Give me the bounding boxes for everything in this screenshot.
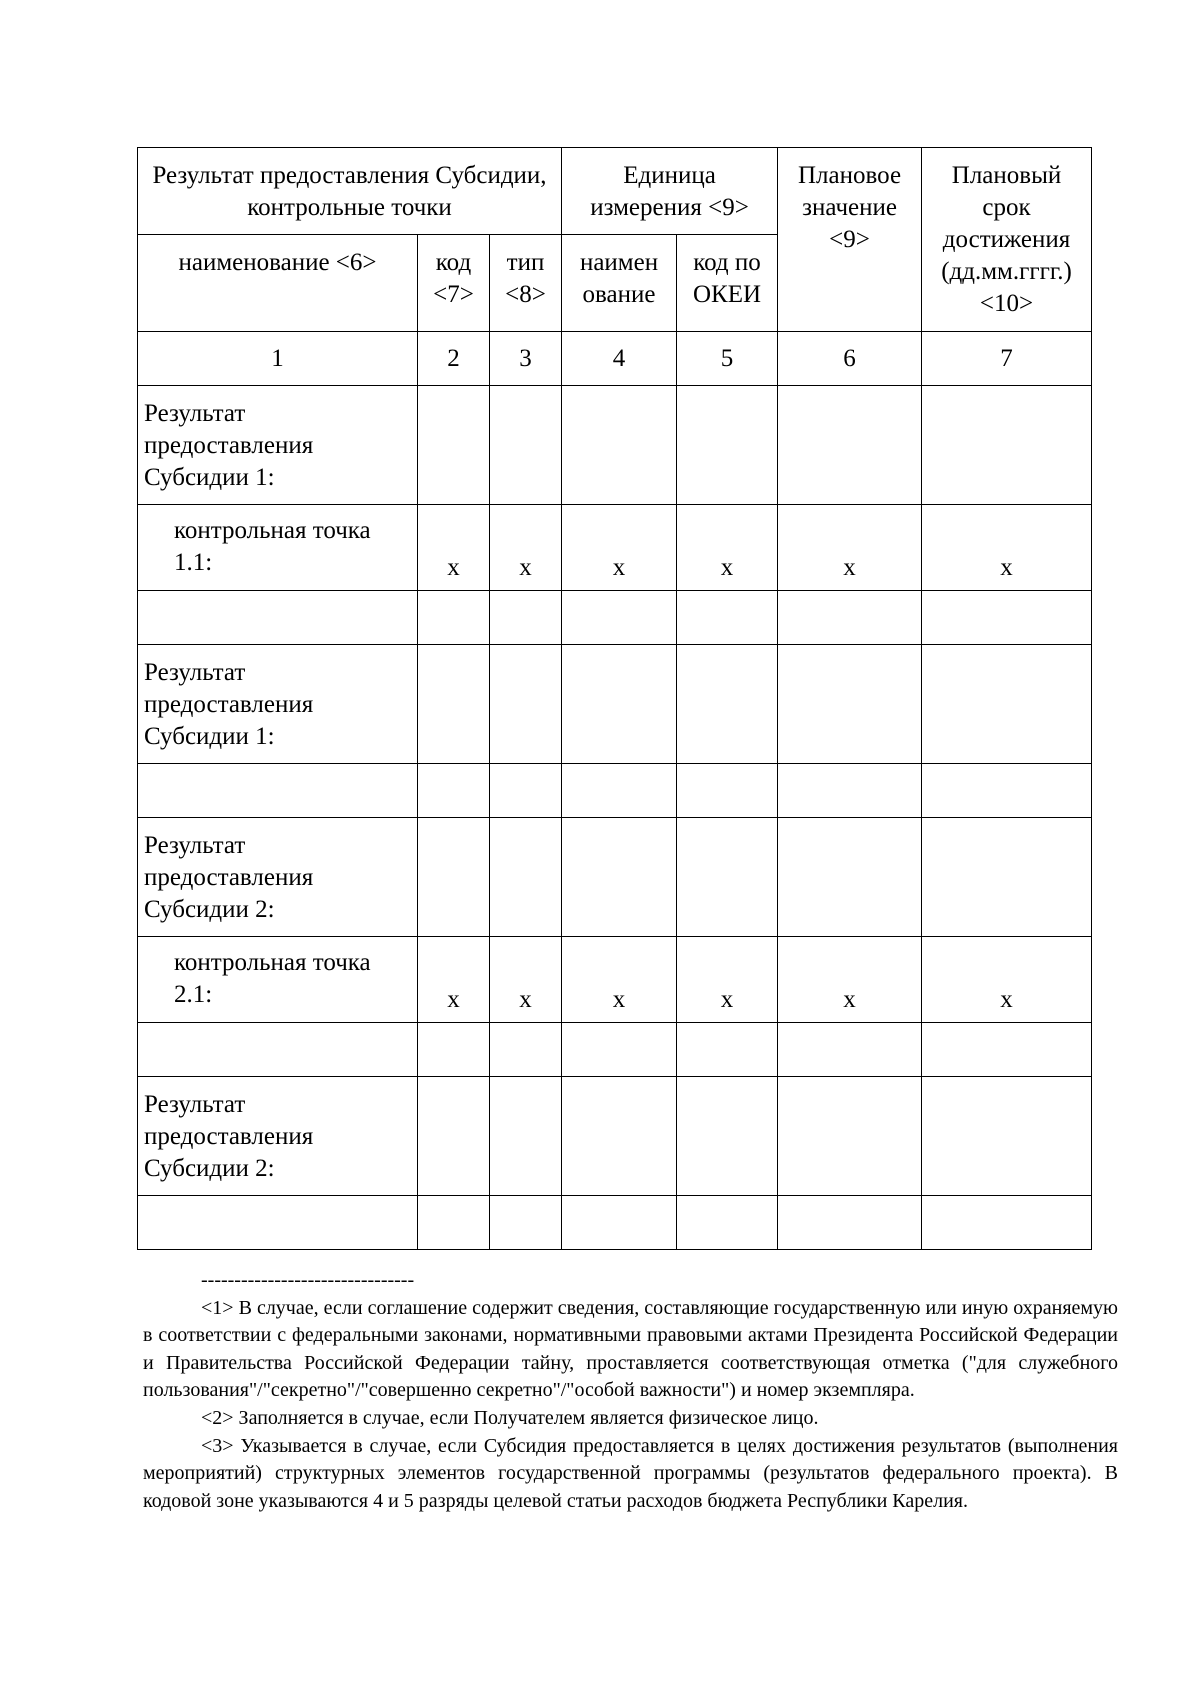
x-mark: x — [418, 937, 490, 1023]
header-type: тип <8> — [490, 235, 562, 332]
table-cell — [778, 1077, 922, 1196]
table-cell — [562, 1023, 677, 1077]
table-cell — [562, 818, 677, 937]
column-number: 7 — [922, 332, 1092, 386]
table-cell — [490, 386, 562, 505]
footnote-2: <2> Заполняется в случае, если Получателем является физическое лицо. — [201, 1406, 819, 1429]
table-cell — [490, 591, 562, 645]
column-number: 1 — [138, 332, 418, 386]
table-cell — [778, 764, 922, 818]
table-cell — [562, 386, 677, 505]
x-mark: x — [490, 937, 562, 1023]
table-cell — [677, 591, 778, 645]
header-unit-name: наимен ование — [562, 235, 677, 332]
control-point-name: контрольная точка 1.1: — [138, 505, 418, 591]
table-row — [138, 818, 1092, 937]
table-row — [138, 505, 1092, 591]
x-mark: x — [677, 505, 778, 591]
table-cell — [922, 386, 1092, 505]
result-name: Результат предоставления Субсидии 1: — [138, 386, 418, 505]
table-cell — [778, 386, 922, 505]
header-name: наименование <6> — [138, 235, 418, 332]
table-cell — [677, 764, 778, 818]
x-mark: x — [922, 505, 1092, 591]
table-cell — [418, 591, 490, 645]
table-cell — [418, 1196, 490, 1250]
table-cell — [138, 1023, 418, 1077]
column-number: 5 — [677, 332, 778, 386]
result-name: Результат предоставления Субсидии 1: — [138, 645, 418, 764]
table-cell — [778, 645, 922, 764]
header-okei: код по ОКЕИ — [677, 235, 778, 332]
table-cell — [490, 1196, 562, 1250]
table-cell — [778, 818, 922, 937]
footnote-3: <3> Указывается в случае, если Субсидия предоставляется в целях достижения результатов (выполнения мероприятий) структурных элементов государственной программы (результатов федерального проекта). В кодовой зоне указываются 4 и 5 разряды целевой статьи расходов бюджета Республики Карелия. — [143, 1434, 1118, 1512]
x-mark: x — [490, 505, 562, 591]
column-number: 6 — [778, 332, 922, 386]
column-number: 4 — [562, 332, 677, 386]
table-cell — [677, 1077, 778, 1196]
table-cell — [562, 1077, 677, 1196]
table-cell — [418, 1077, 490, 1196]
table-cell — [922, 1196, 1092, 1250]
x-mark: x — [562, 505, 677, 591]
table-row — [138, 645, 1092, 764]
table-cell — [418, 1023, 490, 1077]
column-number: 2 — [418, 332, 490, 386]
table-cell — [778, 591, 922, 645]
table-cell — [138, 591, 418, 645]
table-cell — [418, 645, 490, 764]
x-mark: x — [922, 937, 1092, 1023]
x-mark: x — [418, 505, 490, 591]
table-cell — [677, 818, 778, 937]
results-table — [137, 147, 1092, 1250]
table-cell — [490, 645, 562, 764]
table-cell — [490, 1077, 562, 1196]
table-cell — [562, 645, 677, 764]
table-row — [138, 386, 1092, 505]
table-cell — [138, 764, 418, 818]
table-cell — [677, 1023, 778, 1077]
table-cell — [418, 818, 490, 937]
x-mark: x — [778, 937, 922, 1023]
table-cell — [677, 386, 778, 505]
table-cell — [922, 818, 1092, 937]
table-cell — [490, 1023, 562, 1077]
header-planned-date: Плановый срок достижения (дд.мм.гггг.) <10> — [922, 148, 1092, 332]
table-cell — [922, 645, 1092, 764]
table-cell — [418, 386, 490, 505]
table-cell — [418, 764, 490, 818]
table-row — [138, 937, 1092, 1023]
footnotes — [143, 1267, 1118, 1515]
column-numbers-row — [138, 332, 1092, 386]
table-row — [138, 764, 1092, 818]
footnote-1: <1> В случае, если соглашение содержит сведения, составляющие государственную или иную охраняемую в соответствии с федеральными законами, нормативными правовыми актами Президента Российской Федерации и Правительства Российской Федерации тайну, проставляется соответствующая отметка ("для служебного пользования"/"секретно"/"совершенно секретно"/"особой важности") и номер экземпляра. — [143, 1296, 1118, 1402]
header-result-group: Результат предоставления Субсидии, контрольные точки — [138, 148, 562, 235]
table-cell — [562, 1196, 677, 1250]
table-row — [138, 1023, 1092, 1077]
table-row — [138, 1196, 1092, 1250]
x-mark: x — [778, 505, 922, 591]
table-cell — [490, 764, 562, 818]
footnote-separator: -------------------------------- — [201, 1269, 415, 1291]
table-cell — [778, 1023, 922, 1077]
result-name: Результат предоставления Субсидии 2: — [138, 1077, 418, 1196]
table-cell — [922, 764, 1092, 818]
x-mark: x — [562, 937, 677, 1023]
table-cell — [922, 1077, 1092, 1196]
table-cell — [562, 764, 677, 818]
table-cell — [677, 645, 778, 764]
table-row — [138, 1077, 1092, 1196]
header-unit-group: Единица измерения <9> — [562, 148, 778, 235]
control-point-name: контрольная точка 2.1: — [138, 937, 418, 1023]
table-cell — [677, 1196, 778, 1250]
table-cell — [922, 1023, 1092, 1077]
table-cell — [138, 1196, 418, 1250]
table-row — [138, 591, 1092, 645]
result-name: Результат предоставления Субсидии 2: — [138, 818, 418, 937]
table-cell — [562, 591, 677, 645]
column-number: 3 — [490, 332, 562, 386]
table-cell — [490, 818, 562, 937]
header-code: код <7> — [418, 235, 490, 332]
header-planned-value: Плановое значение <9> — [778, 148, 922, 332]
table-cell — [922, 591, 1092, 645]
x-mark: x — [677, 937, 778, 1023]
table-cell — [778, 1196, 922, 1250]
